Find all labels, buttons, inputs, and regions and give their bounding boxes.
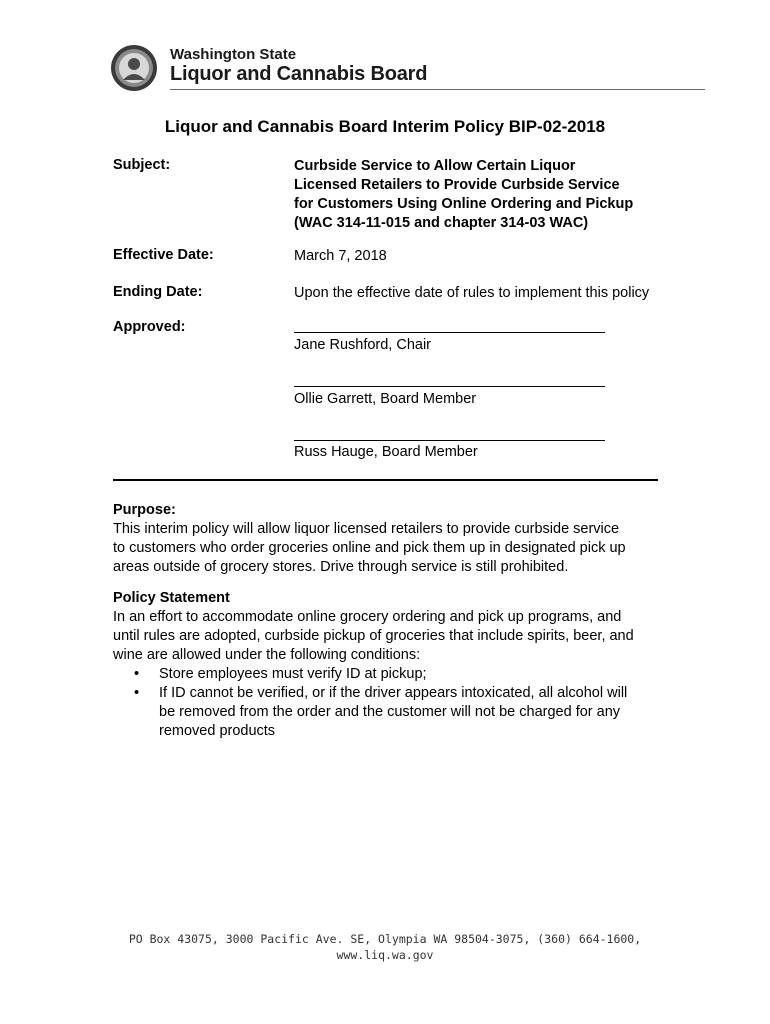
org-name-line1: Washington State [170, 46, 297, 63]
subject-line: Curbside Service to Allow Certain Liquor [294, 158, 576, 174]
purpose-heading: Purpose: [113, 502, 176, 518]
conditions-list [113, 665, 673, 741]
footer-line: PO Box 43075, 3000 Pacific Ave. SE, Olympia WA 98504-3075, (360) 664-1600, [128, 932, 642, 946]
bullet-icon: • [134, 685, 140, 701]
subject-label: Subject: [113, 157, 171, 173]
state-seal-icon [110, 44, 158, 92]
policy-heading: Policy Statement [113, 590, 230, 606]
purpose-section [113, 501, 673, 577]
condition-line: Store employees must verify ID at pickup; [159, 666, 427, 682]
subject-line: Licensed Retailers to Provide Curbside Service [294, 177, 620, 193]
signatory-name: Jane Rushford, Chair [294, 337, 432, 353]
purpose-line: to customers who order groceries online and pick them up in designated pick up [113, 540, 626, 556]
signatory-name: Russ Hauge, Board Member [294, 444, 478, 460]
bullet-icon: • [134, 666, 140, 682]
signature-line [294, 386, 605, 387]
condition-line: removed products [159, 723, 276, 739]
subject-line: (WAC 314-11-015 and chapter 314-03 WAC) [294, 215, 589, 231]
footer-address [0, 931, 770, 963]
policy-line: In an effort to accommodate online grocery ordering and pick up programs, and [113, 609, 622, 625]
condition-line: be removed from the order and the customer will not be charged for any [159, 704, 621, 720]
section-divider [113, 479, 658, 481]
letterhead [110, 44, 705, 92]
subject-value [294, 157, 674, 233]
signature-line [294, 440, 605, 441]
subject-line: for Customers Using Online Ordering and Pickup [294, 196, 634, 212]
approved-label: Approved: [113, 319, 186, 335]
signature-line [294, 332, 605, 333]
document-title: Liquor and Cannabis Board Interim Policy BIP-02-2018 [164, 117, 606, 136]
footer-website: www.liq.wa.gov [336, 948, 434, 962]
purpose-line: areas outside of grocery stores. Drive through service is still prohibited. [113, 559, 569, 575]
condition-line: If ID cannot be verified, or if the driver appears intoxicated, all alcohol will [159, 685, 628, 701]
header-divider [170, 89, 705, 90]
effective-date-label: Effective Date: [113, 247, 214, 263]
policy-line: until rules are adopted, curbside pickup of groceries that include spirits, beer, and [113, 628, 634, 644]
ending-date-value: Upon the effective date of rules to implement this policy [294, 285, 650, 301]
purpose-line: This interim policy will allow liquor licensed retailers to provide curbside service [113, 521, 620, 537]
ending-date-label: Ending Date: [113, 284, 203, 300]
policy-section [113, 589, 673, 741]
org-name-line2: Liquor and Cannabis Board [170, 63, 428, 85]
effective-date-value: March 7, 2018 [294, 248, 387, 264]
policy-line: wine are allowed under the following conditions: [113, 647, 421, 663]
list-item [113, 665, 673, 684]
signatory-name: Ollie Garrett, Board Member [294, 391, 477, 407]
list-item [113, 684, 673, 741]
